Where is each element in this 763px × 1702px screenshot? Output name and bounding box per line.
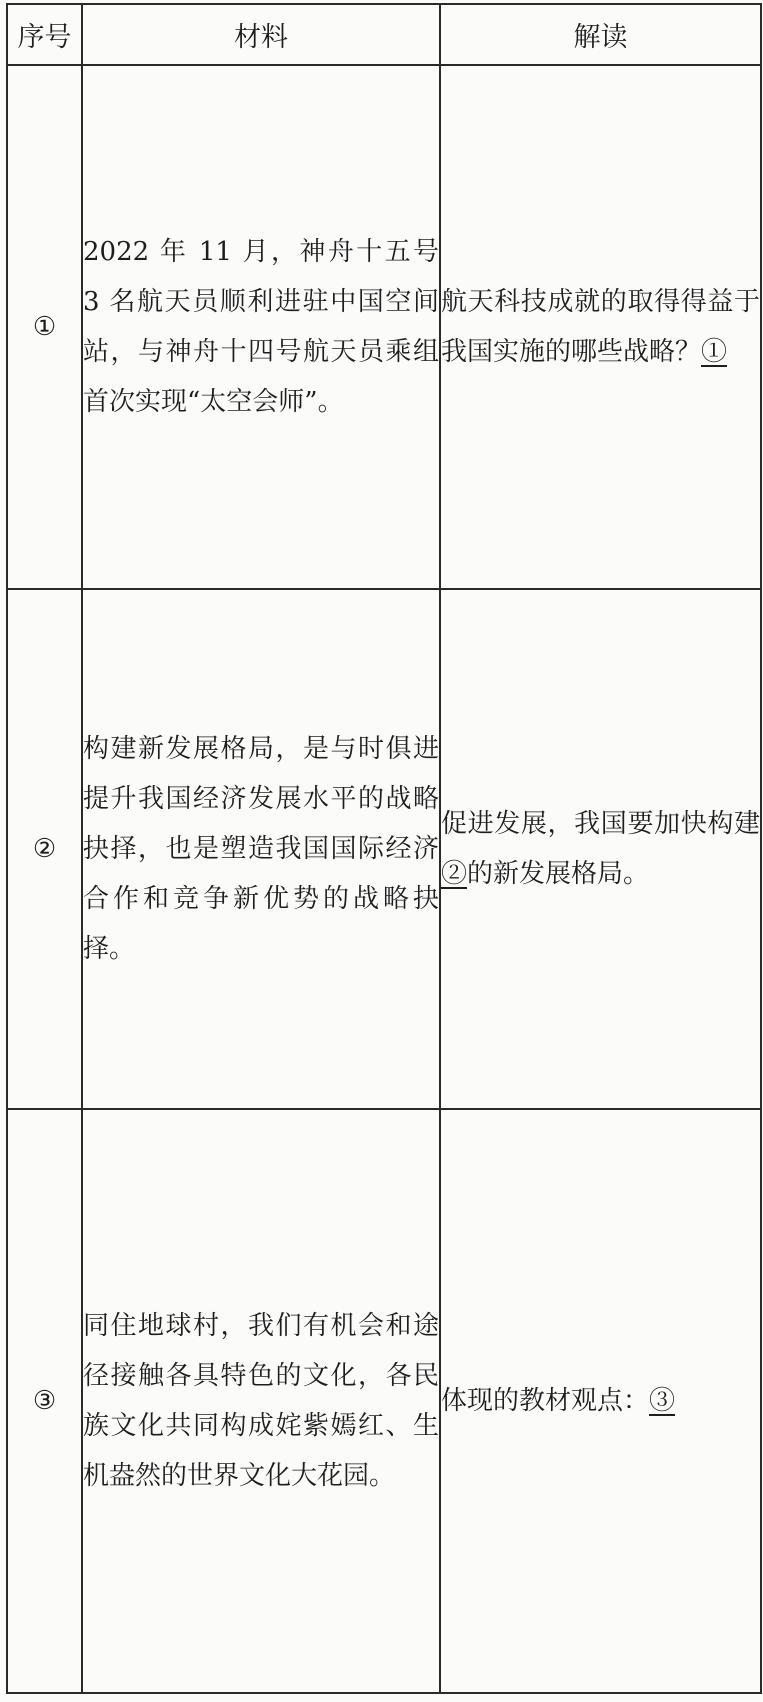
row-index: ① bbox=[7, 65, 82, 589]
material-text: 同住地球村，我们有机会和途径接触各具特色的文化，各民族文化共同构成姹紫嫣红、生机盎然的世界文化大花园。 bbox=[83, 1311, 439, 1491]
row-interpretation bbox=[440, 65, 761, 589]
answer-blank-3: ③ bbox=[649, 1386, 676, 1416]
material-text: 构建新发展格局，是与时俱进提升我国经济发展水平的战略抉择，也是塑造我国国际经济合作和竞争新优势的战略抉择。 bbox=[83, 734, 439, 964]
row-interpretation bbox=[440, 1109, 761, 1693]
table-header-row bbox=[7, 4, 761, 65]
interpretation-text-after: 的新发展格局。 bbox=[467, 859, 650, 889]
table-row bbox=[7, 1109, 761, 1693]
table-row bbox=[7, 589, 761, 1109]
row-index: ③ bbox=[7, 1109, 82, 1693]
table-row bbox=[7, 65, 761, 589]
material-interpretation-table bbox=[6, 3, 762, 1694]
interpretation-text: 体现的教材观点： bbox=[441, 1386, 650, 1416]
material-text: 2022 年 11 月，神舟十五号 3 名航天员顺利进驻中国空间站，与神舟十四号航天员乘组首次实现“太空会师”。 bbox=[83, 237, 439, 417]
header-index: 序号 bbox=[7, 4, 82, 65]
row-index: ② bbox=[7, 589, 82, 1109]
header-interpretation: 解读 bbox=[440, 4, 761, 65]
row-material bbox=[82, 589, 440, 1109]
answer-blank-2: ② bbox=[441, 859, 468, 889]
row-material bbox=[82, 65, 440, 589]
row-material bbox=[82, 1109, 440, 1693]
header-material: 材料 bbox=[82, 4, 440, 65]
interpretation-text: 促进发展，我国要加快构建 bbox=[441, 809, 760, 839]
answer-blank-1: ① bbox=[701, 337, 728, 367]
row-interpretation bbox=[440, 589, 761, 1109]
interpretation-text: 航天科技成就的取得得益于我国实施的哪些战略？ bbox=[441, 287, 760, 367]
